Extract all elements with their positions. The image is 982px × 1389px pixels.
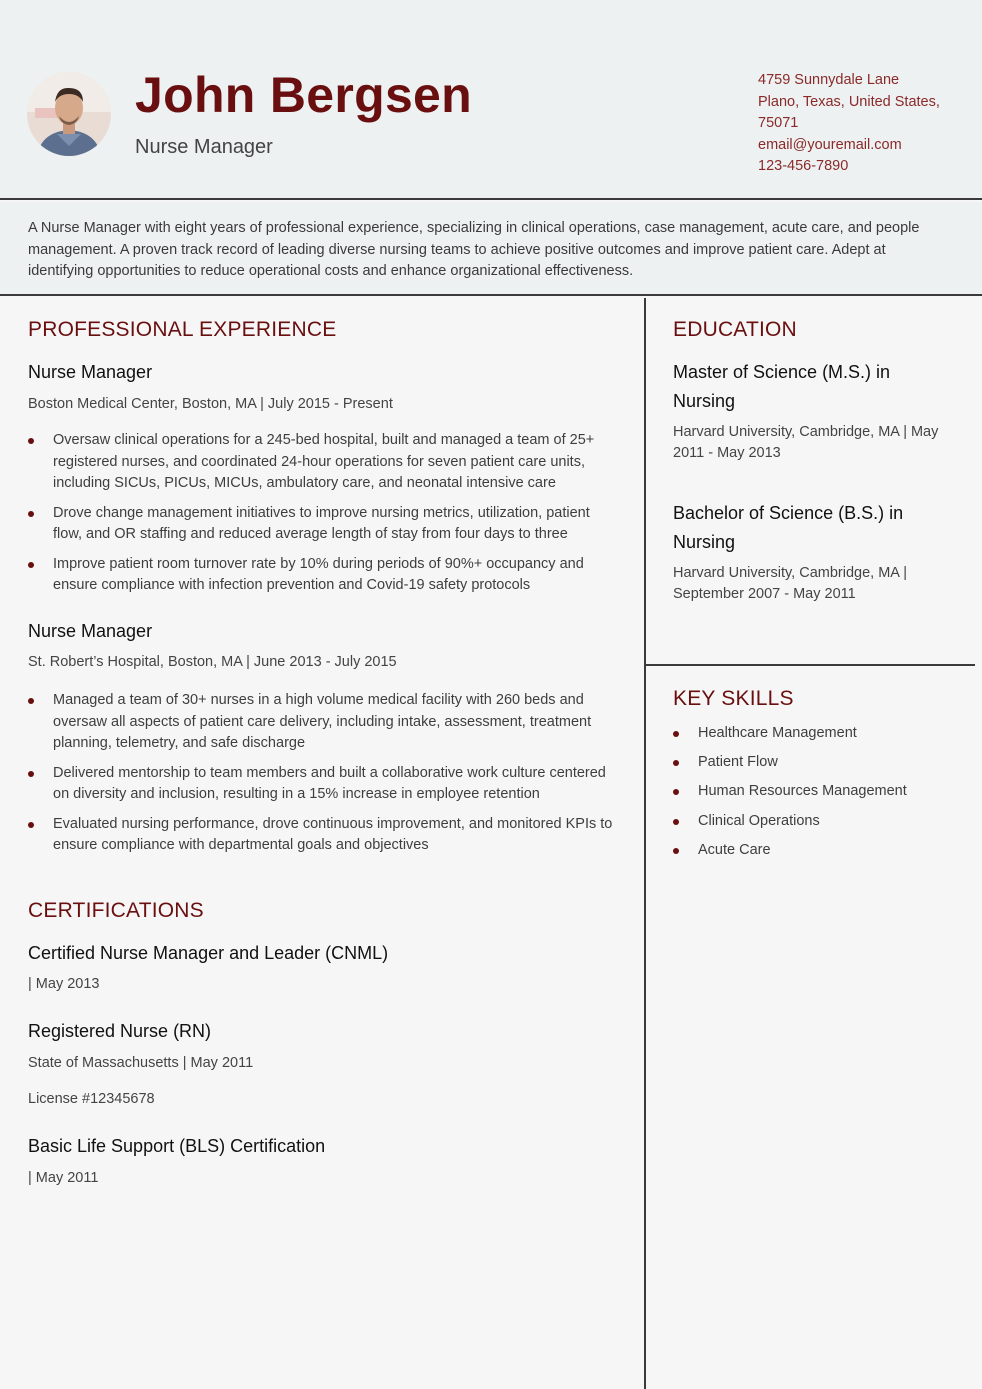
email-link[interactable]: email@youremail.com: [758, 136, 902, 153]
bullet-dot-icon: [28, 698, 34, 704]
certification-meta: | May 2013: [28, 976, 100, 992]
experience-heading: PROFESSIONAL EXPERIENCE: [28, 318, 337, 341]
skill-item: Human Resources Management: [673, 781, 907, 810]
bullet-item: Oversaw clinical operations for a 245-bed hospital, built and managed a team of 25+ registered nurses, and coordinated 24-hour operations for seven patient care units, including SICUs, PICUs, MICUs, ambulatory care, and neonatal intensive care: [28, 430, 618, 495]
certification-meta: State of Massachusetts | May 2011: [28, 1055, 254, 1071]
job-bullets: [28, 690, 618, 865]
certification-meta: | May 2011: [28, 1170, 99, 1186]
bullet-item: Managed a team of 30+ nurses in a high volume medical facility with 260 beds and oversaw all aspects of patient care delivery, including intake, assessment, treatment planning, telemetry, and safe discharge: [28, 690, 618, 755]
job-title: Nurse Manager: [28, 621, 153, 641]
bullet-item: Improve patient room turnover rate by 10% during periods of 90%+ occupancy and ensure compliance with infection prevention and Covid-19 safety protocols: [28, 554, 618, 597]
address-line-2: Plano, Texas, United States,: [758, 93, 940, 110]
skill-item: Healthcare Management: [673, 723, 907, 752]
license-number: License #12345678: [28, 1091, 155, 1107]
bullet-dot-icon: [673, 848, 679, 854]
summary-section: [0, 202, 982, 296]
bullet-dot-icon: [28, 822, 34, 828]
bullet-dot-icon: [28, 511, 34, 517]
skills-heading: KEY SKILLS: [673, 687, 794, 710]
right-section-divider: [646, 664, 975, 666]
bullet-dot-icon: [673, 819, 679, 825]
bullet-item: Delivered mentorship to team members and built a collaborative work culture centered on diversity and inclusion, resulting in a 15% increase in employee retention: [28, 763, 618, 806]
degree-meta: Harvard University, Cambridge, MA | May 2011 - May 2013: [673, 424, 939, 461]
address-line-3: 75071: [758, 115, 799, 131]
job-meta: Boston Medical Center, Boston, MA | July 2015 - Present: [28, 396, 393, 412]
bullet-item: Drove change management initiatives to improve nursing metrics, utilization, patient flow, and OR staffing and reduced average length of stay from four days to three: [28, 503, 618, 546]
degree-title: Bachelor of Science (B.S.) in Nursing: [673, 503, 904, 552]
bullet-dot-icon: [28, 771, 34, 777]
degree-title: Master of Science (M.S.) in Nursing: [673, 362, 891, 411]
address-line-1: 4759 Sunnydale Lane: [758, 72, 900, 88]
certifications-heading: CERTIFICATIONS: [28, 899, 204, 922]
bullet-item: Evaluated nursing performance, drove continuous improvement, and monitored KPIs to ensure compliance with departmental goals and objectives: [28, 814, 618, 857]
candidate-title: Nurse Manager: [135, 136, 273, 158]
bullet-dot-icon: [28, 438, 34, 444]
bullet-dot-icon: [673, 760, 679, 766]
skill-item: Acute Care: [673, 840, 907, 869]
job-meta: St. Robert’s Hospital, Boston, MA | June 2013 - July 2015: [28, 654, 397, 670]
profile-photo-icon: [27, 72, 111, 156]
certification-title: Certified Nurse Manager and Leader (CNML): [28, 943, 389, 963]
certification-title: Registered Nurse (RN): [28, 1021, 212, 1041]
skill-item: Patient Flow: [673, 752, 907, 781]
phone-number: 123-456-7890: [758, 158, 849, 174]
contact-block: [758, 70, 958, 178]
bullet-dot-icon: [673, 789, 679, 795]
column-divider: [644, 298, 646, 1389]
certification-title: Basic Life Support (BLS) Certification: [28, 1136, 326, 1156]
education-heading: EDUCATION: [673, 318, 797, 341]
candidate-name: John Bergsen: [135, 67, 472, 123]
skills-list: [673, 723, 907, 869]
job-title: Nurse Manager: [28, 362, 153, 382]
degree-meta: Harvard University, Cambridge, MA | September 2007 - May 2011: [673, 565, 907, 602]
header: [0, 0, 982, 200]
bullet-dot-icon: [673, 731, 679, 737]
job-bullets: [28, 430, 618, 605]
profile-photo: [27, 72, 111, 156]
skill-item: Clinical Operations: [673, 811, 907, 840]
bullet-dot-icon: [28, 562, 34, 568]
summary-text: A Nurse Manager with eight years of professional experience, specializing in clinical operations, case management, acute care, and people management. A proven track record of leading diverse nursing teams to achieve positive outcomes and improve patient care. Adept at identifying opportunities to reduce operational costs and enhance organizational effectiveness.: [28, 220, 920, 279]
